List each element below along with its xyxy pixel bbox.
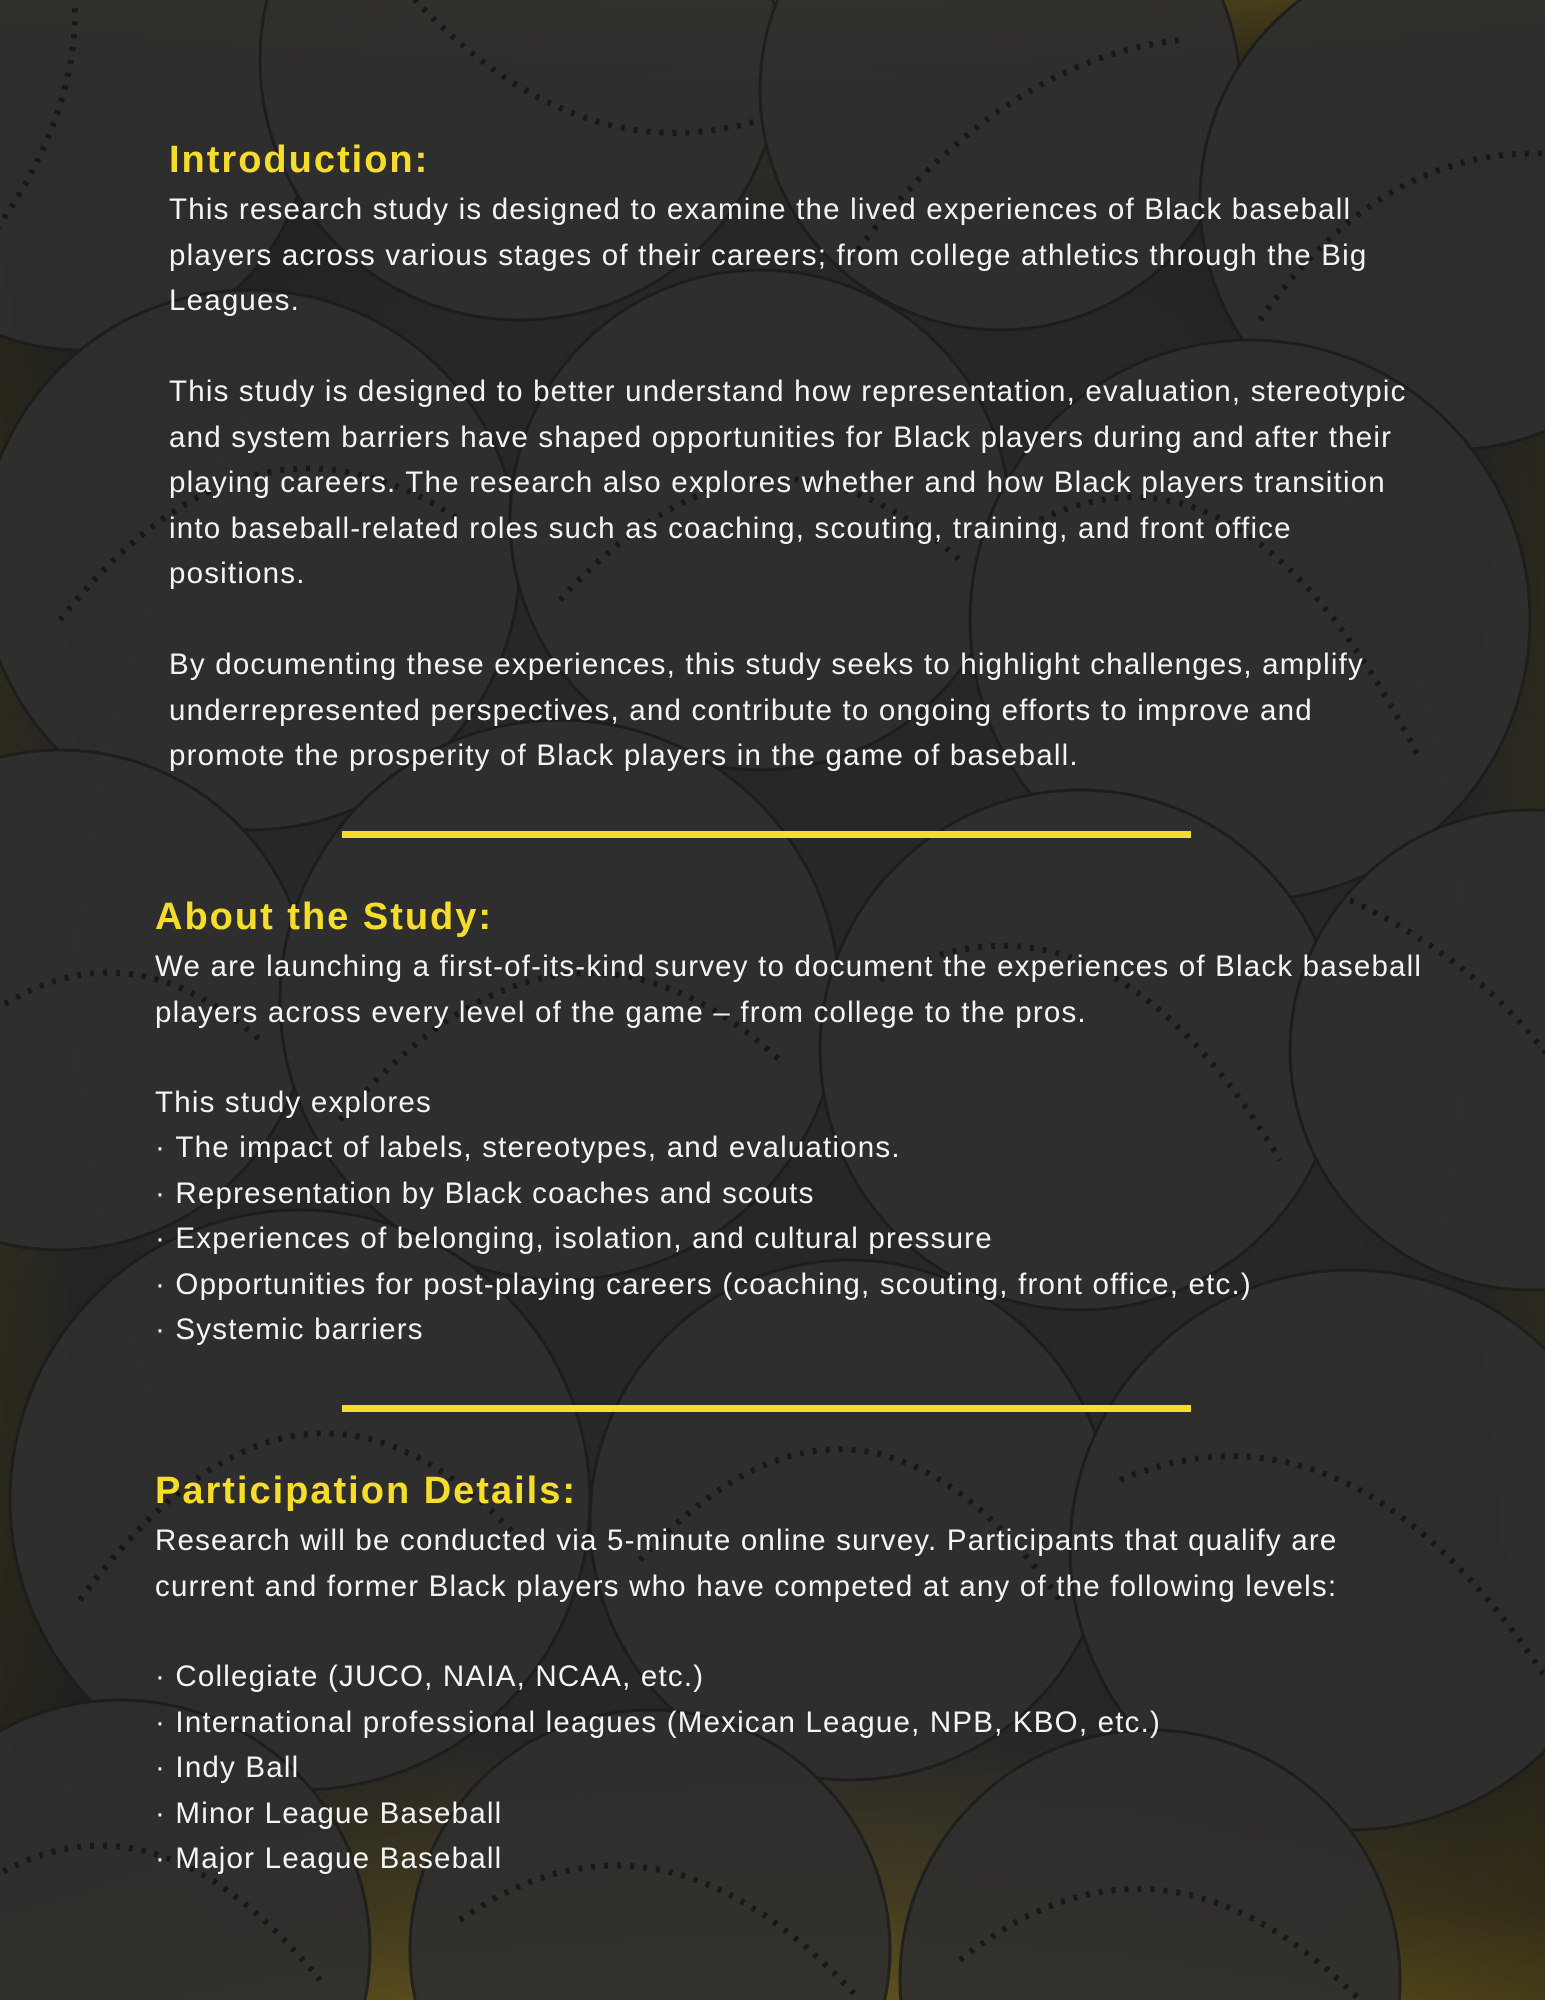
- list-item: · International professional leagues (Mexican League, NPB, KBO, etc.): [155, 1700, 1161, 1746]
- introduction-paragraph-2: This study is designed to better understand how representation, evaluation, stereotypic and system barriers have shaped opportunities for Black players during and after their playing careers. The research also explores whether and how Black players transition into baseball-related roles such as coaching, scouting, training, and front office positions.: [169, 375, 1407, 590]
- list-item: · Major League Baseball: [155, 1836, 1161, 1882]
- list-item: · Minor League Baseball: [155, 1791, 1161, 1837]
- section-divider-2: [342, 1405, 1191, 1412]
- about-heading: About the Study:: [155, 896, 494, 938]
- about-explores-label: This study explores: [155, 1086, 432, 1119]
- introduction-heading: Introduction:: [169, 139, 430, 181]
- introduction-paragraph-1: This research study is designed to examine the lived experiences of Black baseball players across various stages of their careers; from college athletics through the Big Leagues.: [169, 193, 1368, 317]
- about-intro: We are launching a first-of-its-kind survey to document the experiences of Black baseball players across every level of the game – from college to the pros.: [155, 950, 1423, 1029]
- section-divider-1: [342, 831, 1191, 838]
- list-item: · Collegiate (JUCO, NAIA, NCAA, etc.): [155, 1654, 1161, 1700]
- participation-heading: Participation Details:: [155, 1470, 577, 1512]
- list-item: · Representation by Black coaches and scouts: [155, 1171, 1252, 1217]
- list-item: · Systemic barriers: [155, 1307, 1252, 1353]
- participation-intro: Research will be conducted via 5-minute online survey. Participants that qualify are current and former Black players who have competed at any of the following levels:: [155, 1524, 1338, 1603]
- list-item: · The impact of labels, stereotypes, and evaluations.: [155, 1125, 1252, 1171]
- participation-levels-list: [155, 1654, 1161, 1882]
- introduction-paragraph-3: By documenting these experiences, this study seeks to highlight challenges, amplify underrepresented perspectives, and contribute to ongoing efforts to improve and promote the prosperity of Black players in the game of baseball.: [169, 648, 1364, 772]
- list-item: · Indy Ball: [155, 1745, 1161, 1791]
- about-items-list: [155, 1125, 1252, 1353]
- list-item: · Experiences of belonging, isolation, and cultural pressure: [155, 1216, 1252, 1262]
- list-item: · Opportunities for post-playing careers (coaching, scouting, front office, etc.): [155, 1262, 1252, 1308]
